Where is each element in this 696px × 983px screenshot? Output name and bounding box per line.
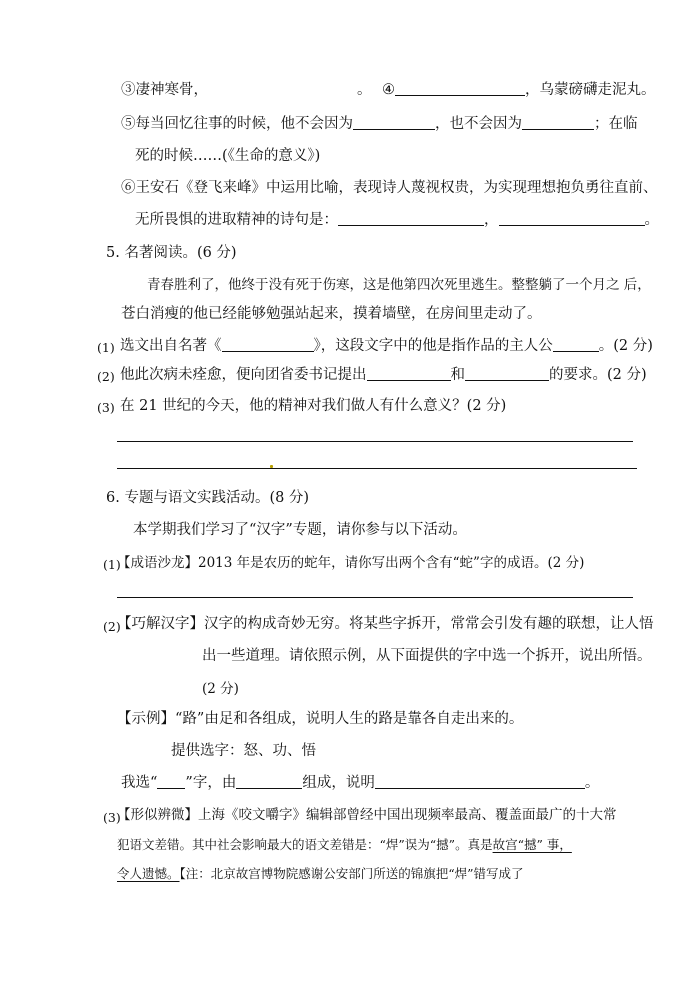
poem-line-6-a: ⑥王安石《登飞来峰》中运用比喻，表现诗人蔑视权贵，为实现理想抱负勇往直前、	[121, 180, 658, 196]
poem-line-4-text: ，乌蒙磅礴走泥丸。	[525, 82, 656, 98]
q6-choose-b: ”字，由	[185, 775, 237, 791]
q5-answer-line-1[interactable]	[117, 441, 633, 442]
q6-sub1-number: (1)	[103, 557, 121, 572]
q5-passage-1-text: 青春胜利了，他终于没有死于伤寒，这是他第四次死里逃生。整整躺了一个月之 后，	[147, 277, 651, 293]
q6-sub3-number: (3)	[103, 810, 121, 825]
poem-line-3-end	[357, 80, 372, 100]
q6-sub2-number: (2)	[103, 619, 121, 634]
q6-example-text: 【示例】“路”由足和各组成，说明人生的路是靠各自走出来的。	[117, 711, 524, 727]
q5-sub1-c: 。(2 分)	[598, 338, 653, 354]
answer-blank-book[interactable]	[222, 336, 314, 352]
q5-sub3-text: 在 21 世纪的今天，他的精神对我们做人有什么意义？(2 分)	[120, 398, 507, 414]
q6-choose-c: 组成，说明	[302, 775, 375, 791]
q6-sub3-line-1	[117, 805, 617, 825]
q6-intro	[133, 520, 467, 540]
q5-passage-1	[147, 275, 651, 295]
poem-line-3-text: ③凄神寒骨，	[121, 82, 208, 98]
q5-sub2	[120, 365, 647, 385]
q5-sub3-number: (3)	[97, 400, 115, 415]
q6-sub2-a: 【巧解汉字】汉字的构成奇妙无穷。将某些字拆开，常常会引发有趣的联想，让人悟	[117, 616, 654, 632]
stray-mark	[270, 465, 273, 468]
q6-sub2-b: 出一些道理。请依照示例，从下面提供的字中选一个拆开，说出所悟。	[202, 648, 652, 664]
poem-line-5-b: ，也不会因为	[435, 116, 522, 132]
poem-line-3-period: 。	[357, 82, 372, 98]
answer-blank-meaning[interactable]	[375, 773, 585, 789]
poem-line-5	[121, 114, 638, 134]
poem-line-6-end: 。	[644, 212, 659, 228]
q6-sub3-c-2: 【注：北京故宫博物院感谢公安部门所送的锦旗把“焊”错写成了	[179, 866, 524, 881]
q6-example	[117, 709, 523, 729]
q5-sub2-b: 和	[450, 367, 465, 383]
q5-passage-2	[121, 304, 542, 324]
q6-sub2-c: (2 分)	[202, 681, 239, 697]
q5-sub1-number: (1)	[97, 340, 115, 355]
q6-sub2-line-3	[202, 679, 239, 699]
q6-sub3-a: 【形似辨微】上海《咬文嚼字》编辑部曾经中国出现频率最高、覆盖面最广的十大常	[117, 807, 617, 823]
poem-line-6-comma: ，	[484, 212, 499, 228]
q6-sub2-line-1	[117, 614, 654, 634]
q6-choose	[121, 773, 599, 793]
q5-passage-2-text: 苍白消瘦的他已经能够勉强站起来，摸着墙壁，在房间里走动了。	[121, 306, 542, 322]
answer-blank-request-2[interactable]	[465, 365, 549, 381]
q6-sub1	[117, 553, 584, 573]
answer-blank-4[interactable]	[395, 80, 525, 96]
q5-sub2-num	[97, 367, 115, 387]
q6-sub1-text: 【成语沙龙】2013 年是农历的蛇年，请你写出两个含有“蛇”字的成语。(2 分)	[117, 555, 585, 571]
q5-title-text: 5. 名著阅读。(6 分)	[106, 245, 237, 261]
q5-title	[106, 243, 237, 263]
answer-blank-request-1[interactable]	[367, 365, 451, 381]
q6-sub3-b-2: 故宫“撼” 事，	[492, 837, 572, 852]
q5-sub2-a: 他此次病未痊愈，便向团省委书记提出	[120, 367, 367, 383]
q6-provide	[171, 741, 316, 761]
q5-sub1-num	[97, 338, 115, 358]
q6-choose-d: 。	[584, 775, 600, 791]
q6-sub3-c-1: 令人遗憾。	[117, 866, 180, 881]
poem-line-5-c: ；在临	[594, 116, 638, 132]
q6-provide-text: 提供选字：怒、功、悟	[171, 743, 316, 759]
answer-blank-char[interactable]	[157, 773, 185, 789]
poem-line-4-mark: ④	[382, 82, 395, 98]
q5-sub2-c: 的要求。(2 分)	[549, 367, 647, 383]
poem-line-5-cont	[135, 146, 320, 166]
answer-blank-parts[interactable]	[236, 773, 302, 789]
answer-blank-5a[interactable]	[353, 114, 435, 130]
q6-choose-a: 我选“	[121, 775, 158, 791]
poem-line-5-d: 死的时候……(《生命的意义》)	[135, 148, 321, 164]
q5-sub1-a: 选文出自名著《	[120, 338, 222, 354]
poem-line-5-a: ⑤每当回忆往事的时候，他不会因为	[121, 116, 353, 132]
answer-blank-hero[interactable]	[553, 336, 599, 352]
q6-sub2-line-2	[202, 646, 652, 666]
poem-line-6	[121, 178, 658, 198]
q6-title-text: 6. 专题与语文实践活动。(8 分)	[106, 490, 310, 506]
q5-sub3	[120, 396, 506, 416]
q5-sub2-number: (2)	[97, 369, 115, 384]
q5-sub1	[120, 336, 653, 356]
q6-sub3-b-1: 犯语文差错。其中社会影响最大的语文差错是：“焊”误为“撼”。真是	[117, 837, 493, 852]
answer-blank-6a[interactable]	[338, 210, 484, 226]
poem-line-4	[382, 80, 656, 100]
poem-line-6-cont	[135, 210, 659, 230]
answer-blank-5b[interactable]	[522, 114, 594, 130]
q6-title	[106, 488, 309, 508]
q5-sub3-num	[97, 398, 115, 418]
q6-sub3-line-2	[117, 835, 572, 855]
q5-sub1-b: 》，这段文字中的他是指作品的主人公	[313, 338, 553, 354]
poem-line-6-b: 无所畏惧的进取精神的诗句是：	[135, 212, 338, 228]
answer-blank-6b[interactable]	[499, 210, 645, 226]
poem-line-3	[121, 80, 208, 100]
q6-intro-text: 本学期我们学习了“汉字”专题，请你参与以下活动。	[133, 522, 467, 538]
q5-answer-line-2[interactable]	[117, 468, 637, 469]
q6-sub3-line-3	[117, 864, 524, 884]
q6-idiom-answer-line[interactable]	[117, 597, 633, 598]
